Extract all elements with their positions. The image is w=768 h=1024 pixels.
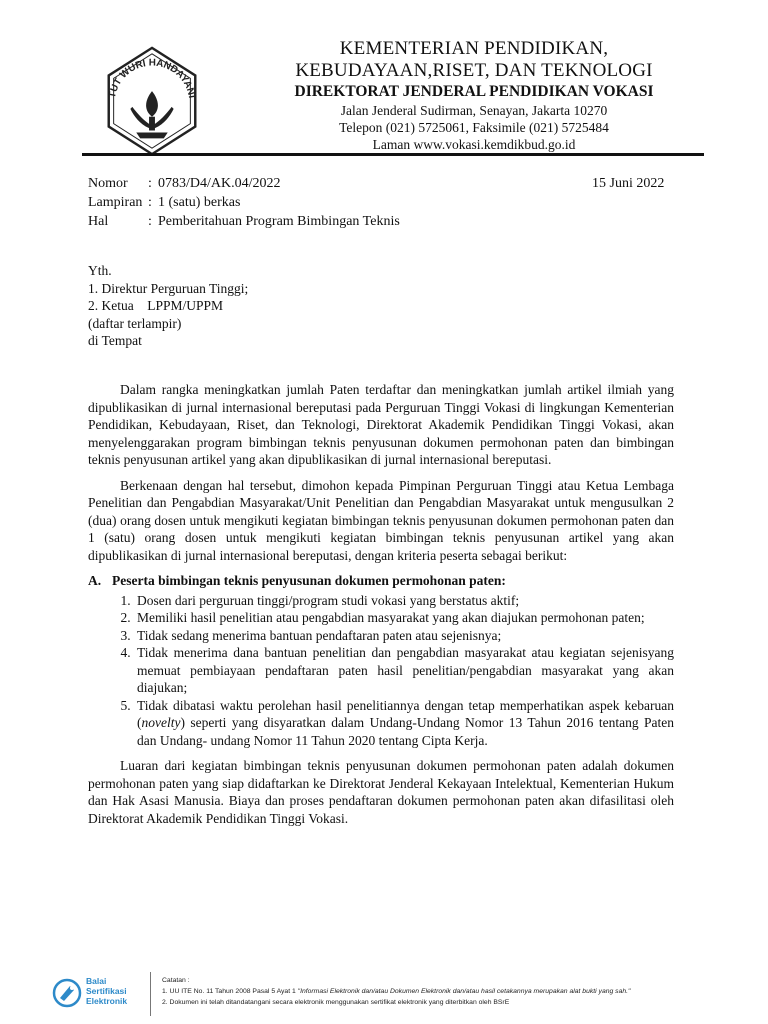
paragraph-2: Berkenaan dengan hal tersebut, dimohon kepada Pimpinan Perguruan Tinggi atau Ketua Lembaga Penelitian dan Pengabdian Masyarakat/Unit Penelitian dan Pengabdian Masyarakat untuk mengusulkan 2 (dua) orang dosen untuk mengikuti kegiatan bimbingan teknis penyusunan dokumen permohonan paten dan 1 (satu) orang dosen untuk mengikuti kegiatan bimbingan teknis penyusunan artikel yang akan dipublikasikan di jurnal internasional bereputasi, dengan kriteria peserta sebagai berikut:	[88, 477, 674, 563]
bse-wordmark: Balai Sertifikasi Elektronik	[86, 976, 128, 1006]
letterhead	[240, 38, 708, 153]
section-a-heading: A. Peserta bimbingan teknis penyusunan dokumen permohonan paten:	[88, 573, 506, 588]
footer-note-1: 1. UU ITE No. 11 Tahun 2008 Pasal 5 Ayat 1 "Informasi Elektronik dan/atau Dokumen Elektronik dan/atau hasil cetakannya merupakan alat bukti yang sah."	[162, 988, 631, 995]
letter-body	[88, 381, 674, 827]
nomor-value: 0783/D4/AK.04/2022	[158, 176, 281, 191]
lampiran-value: 1 (satu) berkas	[158, 195, 241, 210]
svg-text:TUT WURI HANDAYANI: TUT WURI HANDAYANI	[106, 57, 198, 100]
letter-date: 15 Juni 2022	[592, 176, 665, 191]
recipient-place: di Tempat	[88, 333, 142, 348]
directorate-name: DIREKTORAT JENDERAL PENDIDIKAN VOKASI	[294, 83, 654, 100]
letter-meta	[88, 174, 400, 231]
salutation: Yth.	[88, 263, 112, 278]
criteria-list	[88, 592, 674, 750]
tut-wuri-handayani-logo-icon	[93, 42, 211, 160]
recipient-note: (daftar terlampir)	[88, 315, 182, 331]
list-item: 4. Tidak menerima dana bantuan penelitian dan pengabdian masyarakat atau kegiatan sejenisyang memuat pembiayaan pendaftaran paten hasil penelitian/pengabdian masyarakat yang akan diajukan;	[134, 644, 674, 697]
phone-fax: Telepon (021) 5725061, Faksimile (021) 5725484	[339, 120, 609, 135]
footer-note-2: 2. Dokumen ini telah ditandatangani secara elektronik menggunakan sertifikat elektronik yang diterbitkan oleh BSrE	[162, 999, 510, 1006]
recipient-block	[88, 262, 248, 350]
hal-value: Pemberitahuan Program Bimbingan Teknis	[158, 214, 400, 229]
footer-catatan: Catatan :	[162, 977, 190, 984]
bse-logo-icon	[52, 978, 82, 1008]
paragraph-3: Luaran dari kegiatan bimbingan teknis penyusunan dokumen permohonan paten adalah dokumen permohonan paten yang siap didaftarkan ke Direktorat Jenderal Kekayaan Intelektual, Kementerian Hukum dan Hak Asasi Manusia. Biaya dan proses pendaftaran dokumen permohonan paten akan difasilitasi oleh Direktorat Akademik Pendidikan Tinggi Vokasi.	[88, 758, 674, 826]
meta-nomor: Nomor : 0783/D4/AK.04/2022	[88, 176, 281, 191]
address: Jalan Jenderal Sudirman, Senayan, Jakarta 10270	[340, 103, 608, 118]
ministry-name-line1: KEMENTERIAN PENDIDIKAN,	[339, 38, 609, 59]
list-item: 1. Dosen dari perguruan tinggi/program studi vokasi yang berstatus aktif;	[134, 592, 674, 610]
recipient-2: 2. Ketua LPPM/UPPM	[88, 298, 224, 313]
recipient-1: 1. Direktur Perguruan Tinggi;	[88, 280, 249, 296]
novelty-term: novelty	[141, 715, 181, 730]
footer-notes	[162, 975, 722, 1008]
meta-hal: Hal : Pemberitahuan Program Bimbingan Teknis	[88, 214, 400, 229]
paragraph-1: Dalam rangka meningkatkan jumlah Paten terdaftar dan meningkatkan jumlah artikel ilmiah yang dipublikasikan di jurnal internasional bereputasi pada Perguruan Tinggi Vokasi di lingkungan Kementerian Pendidikan, Kebudayaan, Riset, dan Teknologi, Direktorat Akademik Pendidikan Tinggi Vokasi, akan menyelenggarakan program bimbingan teknis penyusunan dokumen permohonan paten dan bimbingan teknis penyusunan artikel yang akan dipublikasikan di jurnal internasional bereputasi.	[88, 382, 674, 467]
letterhead-divider	[82, 153, 704, 156]
list-item: 2. Memiliki hasil penelitian atau pengabdian masyarakat yang akan diajukan permohonan paten;	[134, 609, 674, 627]
meta-lampiran: Lampiran : 1 (satu) berkas	[88, 195, 241, 210]
website: Laman www.vokasi.kemdikbud.go.id	[372, 137, 576, 152]
list-item: 5. Tidak dibatasi waktu perolehan hasil penelitiannya dengan tetap memperhatikan aspek kebaruan (novelty) seperti yang disyaratkan dalam Undang-Undang Nomor 13 Tahun 2016 tentang Paten dan Undang- undang Nomor 11 Tahun 2020 tentang Cipta Kerja.	[134, 697, 674, 750]
footer-divider	[150, 972, 151, 1016]
ministry-name-line2: KEBUDAYAAN,RISET, DAN TEKNOLOGI	[295, 60, 653, 81]
list-item: 3. Tidak sedang menerima bantuan pendaftaran paten atau sejenisnya;	[134, 627, 674, 645]
